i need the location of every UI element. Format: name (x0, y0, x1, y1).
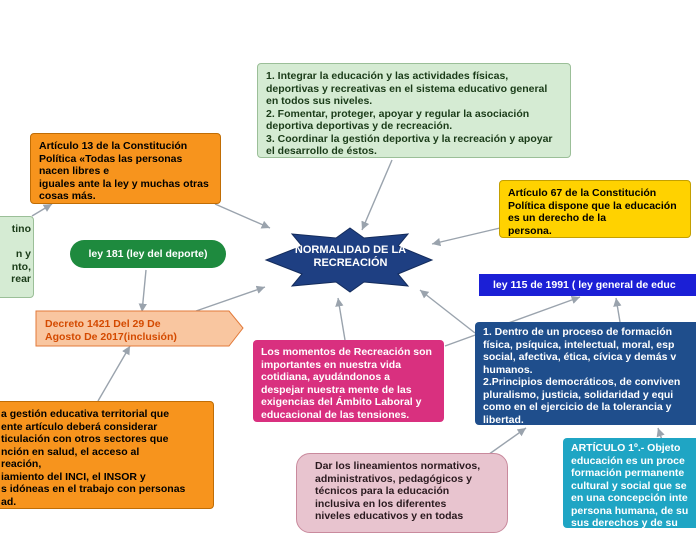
topic-objetivos-ley-deporte[interactable]: 1. Integrar la educación y las actividades físicas, deportivas y recreativas en el sistema educativo general en todos sus niveles. 2. Fomentar, proteger, apoyar y regular la asociación deportiva deportivas y de recreación. 3. Coordinar la gestión deportiva y la recreación y apoyar el desarrollo de éstos. (257, 63, 571, 158)
topic-lineamientos[interactable]: Dar los lineamientos normativos, administrativos, pedagógicos y técnicos para la educación inclusiva en los diferentes niveles educativos y en todas (296, 453, 508, 533)
connector-green-left (32, 204, 52, 216)
connector-orange-bottom (98, 346, 130, 401)
topic-principios-formacion[interactable]: 1. Dentro de un proceso de formación física, psíquica, intelectual, moral, esp social, afectiva, ética, cívica y demás v humanos. 2.Principios democráticos, de conviven pluralismo, justicia, solidaridad y equi como en el ejercicio de la tolerancia y libertad. (475, 322, 696, 425)
connector-ley181 (142, 270, 146, 312)
topic-left-partial[interactable]: tino n y nto, rear (0, 216, 34, 298)
topic-articulo-67[interactable]: Artículo 67 de la Constitución Política dispone que la educación es un derecho de la persona. (499, 180, 691, 238)
topic-gestion-educativa[interactable]: a gestión educativa territorial que ente artículo deberá considerar ticulación con otros sectores que nción en salud, el acceso al reación, iamiento del INCI, el INSOR y s idóneas en el trabajo con personas ad. (0, 401, 214, 509)
connector-pink-recreacion (338, 298, 345, 340)
connector-art13 (215, 204, 270, 228)
topic-decreto-1421[interactable]: Decreto 1421 Del 29 De Agosto De 2017(inclusión) (45, 318, 177, 343)
connector-art67 (432, 228, 500, 244)
topic-momentos-recreacion[interactable]: Los momentos de Recreación son importantes en nuestra vida cotidiana, ayudándonos a despejar nuestra mente de las exigencias del Ámbito Laboral y educacional de las tensiones. (253, 340, 444, 422)
connector-green-top (362, 160, 392, 230)
topic-ley-115[interactable]: ley 115 de 1991 ( ley general de educ (479, 274, 696, 296)
topic-articulo-1[interactable]: ARTÍCULO 1º.- Objeto educación es un proce formación permanente cultural y social que se en una concepción inte persona humana, de su sus derechos y de su (563, 438, 696, 528)
connector-decreto (196, 287, 265, 311)
topic-articulo-13[interactable]: Artículo 13 de la Constitución Política «Todas las personas nacen libres e iguales ante la ley y muchas otras cosas más. (30, 133, 221, 204)
topic-ley-181[interactable]: ley 181 (ley del deporte) (70, 240, 226, 268)
connector-blue (420, 290, 475, 333)
connector-ley115-up (616, 298, 620, 322)
central-topic-label[interactable]: NORMALIDAD DE LA RECREACIÓN (294, 244, 407, 269)
